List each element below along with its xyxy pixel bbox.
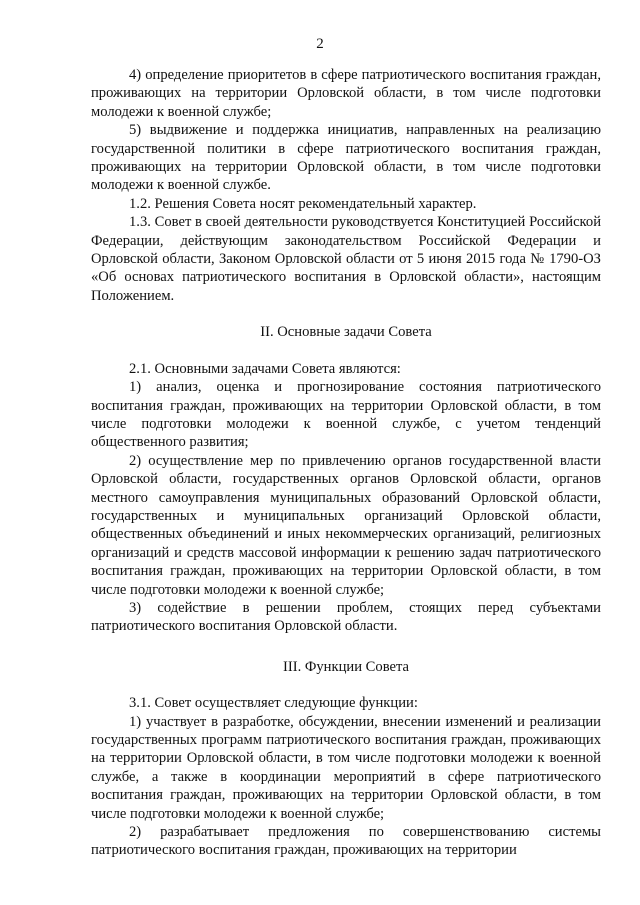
paragraph-1-3: 1.3. Совет в своей деятельности руководствуется Конституцией Российской Федерации, действующим законодательством Российской Федерации и Орловской области, Законом Орловской области от 5 июня 2015 года № 1790-ОЗ «Об основах патриотического воспитания в Орловской области», настоящим Положением.	[91, 214, 601, 304]
paragraph-3-1: 3.1. Совет осуществляет следующие функции:	[129, 695, 418, 712]
section-spacer	[91, 636, 601, 658]
paragraph-function-2: 2) разрабатывает предложения по совершенствованию системы патриотического воспитания граждан, проживающих на территории	[91, 824, 601, 859]
paragraph-1-2: 1.2. Решения Совета носят рекомендательный характер.	[129, 195, 477, 212]
page-number: 2	[316, 36, 324, 52]
paragraph-item-4: 4) определение приоритетов в сфере патриотического воспитания граждан, проживающих на территории Орловской области, в том числе подготовки молодежи к военной службе;	[91, 67, 601, 120]
section-heading-3: III. Функции Совета	[282, 658, 410, 675]
section-spacer	[91, 305, 601, 323]
section-spacer	[91, 342, 601, 360]
paragraph-2-1: 2.1. Основными задачами Совета являются:	[129, 360, 401, 377]
paragraph-item-5: 5) выдвижение и поддержка инициатив, направленных на реализацию государственной политики в сфере патриотического воспитания граждан, проживающих на территории Орловской области, в том числе подготовки молодежи к военной службе.	[91, 122, 601, 194]
paragraph-task-3: 3) содействие в решении проблем, стоящих перед субъектами патриотического воспитания Орловской области.	[91, 599, 601, 635]
paragraph-task-1: 1) анализ, оценка и прогнозирование состояния патриотического воспитания граждан, проживающих на территории Орловской области, в том числе подготовки молодежи к военной службе, с учетом тенденций общественного развития;	[91, 379, 601, 451]
paragraph-task-2: 2) осуществление мер по привлечению органов государственной власти Орловской области, государственных органов Орловской области, органов местного самоуправления муниципальных образований Орловской области, государственных и муниципальных организаций Орловской области, общественных объединений и иных некоммерческих организаций, религиозных организаций и средств массовой информации к решению задач патриотического воспитания граждан, проживающих на территории Орловской области, в том числе подготовки молодежи к военной службе;	[91, 452, 601, 598]
paragraph-function-1: 1) участвует в разработке, обсуждении, внесении изменений и реализации государственных программ патриотического воспитания граждан, проживающих на территории Орловской области, в том числе подготовки молодежи к военной службе, а также в координации мероприятий в сфере патриотического воспитания граждан, проживающих на территории Орловской области, в том числе подготовки молодежи к военной службе;	[91, 713, 601, 822]
section-spacer	[91, 676, 601, 694]
section-heading-2: II. Основные задачи Совета	[260, 324, 432, 341]
document-body	[91, 66, 601, 860]
